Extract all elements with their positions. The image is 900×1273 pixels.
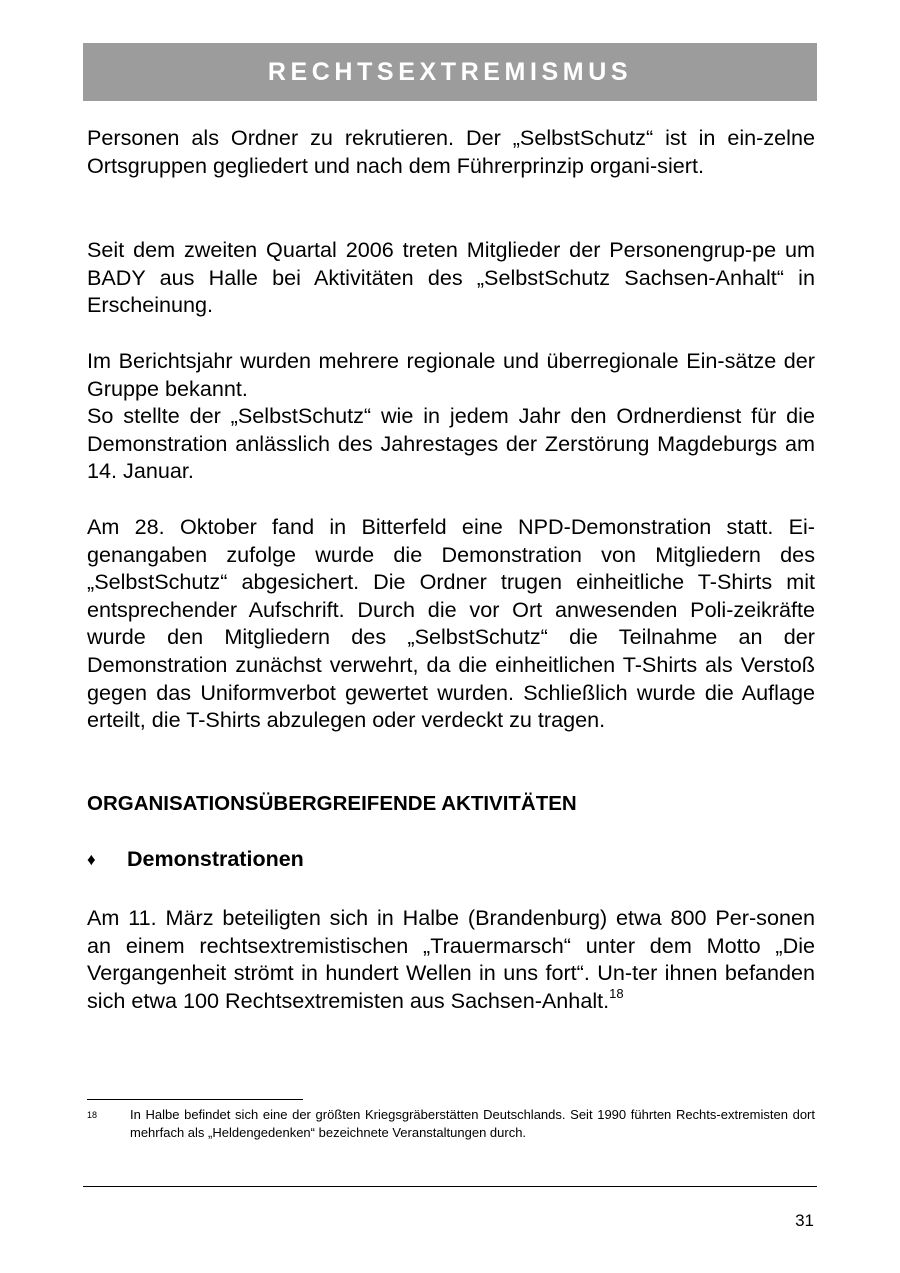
footnote [87,1106,815,1142]
running-header [83,43,817,101]
header-title: RECHTSEXTREMISMUS [267,57,633,86]
paragraph-halbe-text: Am 11. März beteiligten sich in Halbe (Brandenburg) etwa 800 Per-sonen an einem rechtsextremistischen „Trauermarsch“ unter dem Motto „Die Vergangenheit strömt in hundert Wellen in uns fort“. Un-ter ihnen befanden sich etwa 100 Rechtsextremisten aus Sachsen-Anhalt. [87,905,815,1013]
section-heading: ORGANISATIONSÜBERGREIFENDE AKTIVITÄTEN [87,792,577,815]
paragraph-bady: Seit dem zweiten Quartal 2006 treten Mitglieder der Personengrup-pe um BADY aus Halle bei Aktivitäten des „SelbstSchutz Sachsen-Anhalt“ in Erscheinung. [87,237,815,318]
paragraph-halbe [87,904,815,1014]
footer-divider [83,1186,817,1187]
footnote-separator [87,1099,303,1100]
page-number: 31 [795,1211,814,1230]
subsection-heading [87,847,304,872]
paragraph-ordner: Personen als Ordner zu rekrutieren. Der „SelbstSchutz“ ist in ein-zelne Ortsgruppen gegliedert und nach dem Führerprinzip organi-siert. [87,125,815,178]
footnote-text: In Halbe befindet sich eine der größten Kriegsgräberstätten Deutschlands. Seit 1990 führten Rechts-extremisten dort mehrfach als „Heldengedenken“ bezeichnete Veranstaltungen durch. [130,1107,815,1140]
footnote-reference[interactable]: 18 [609,985,624,1001]
subsection-title: Demonstrationen [127,847,304,871]
diamond-bullet-icon: ♦ [87,849,96,869]
paragraph-magdeburg: So stellte der „SelbstSchutz“ wie in jedem Jahr den Ordnerdienst für die Demonstration anlässlich des Jahrestages der Zerstörung Magdeburgs am 14. Januar. [87,403,815,484]
paragraph-einsaetze: Im Berichtsjahr wurden mehrere regionale und überregionale Ein-sätze der Gruppe bekannt. [87,348,815,401]
paragraph-bitterfeld: Am 28. Oktober fand in Bitterfeld eine NPD-Demonstration statt. Ei-genangaben zufolge wurde die Demonstration von Mitgliedern des „SelbstSchutz“ abgesichert. Die Ordner trugen einheitliche T-Shirts mit entsprechender Aufschrift. Durch die vor Ort anwesenden Poli-zeikräfte wurde den Mitgliedern des „SelbstSchutz“ die Teilnahme an der Demonstration zunächst verwehrt, da die einheitlichen T-Shirts als Verstoß gegen das Uniformverbot gewertet wurden. Schließlich wurde die Auflage erteilt, die T-Shirts abzulegen oder verdeckt zu tragen. [87,514,815,733]
footnote-number: 18 [87,1110,98,1120]
